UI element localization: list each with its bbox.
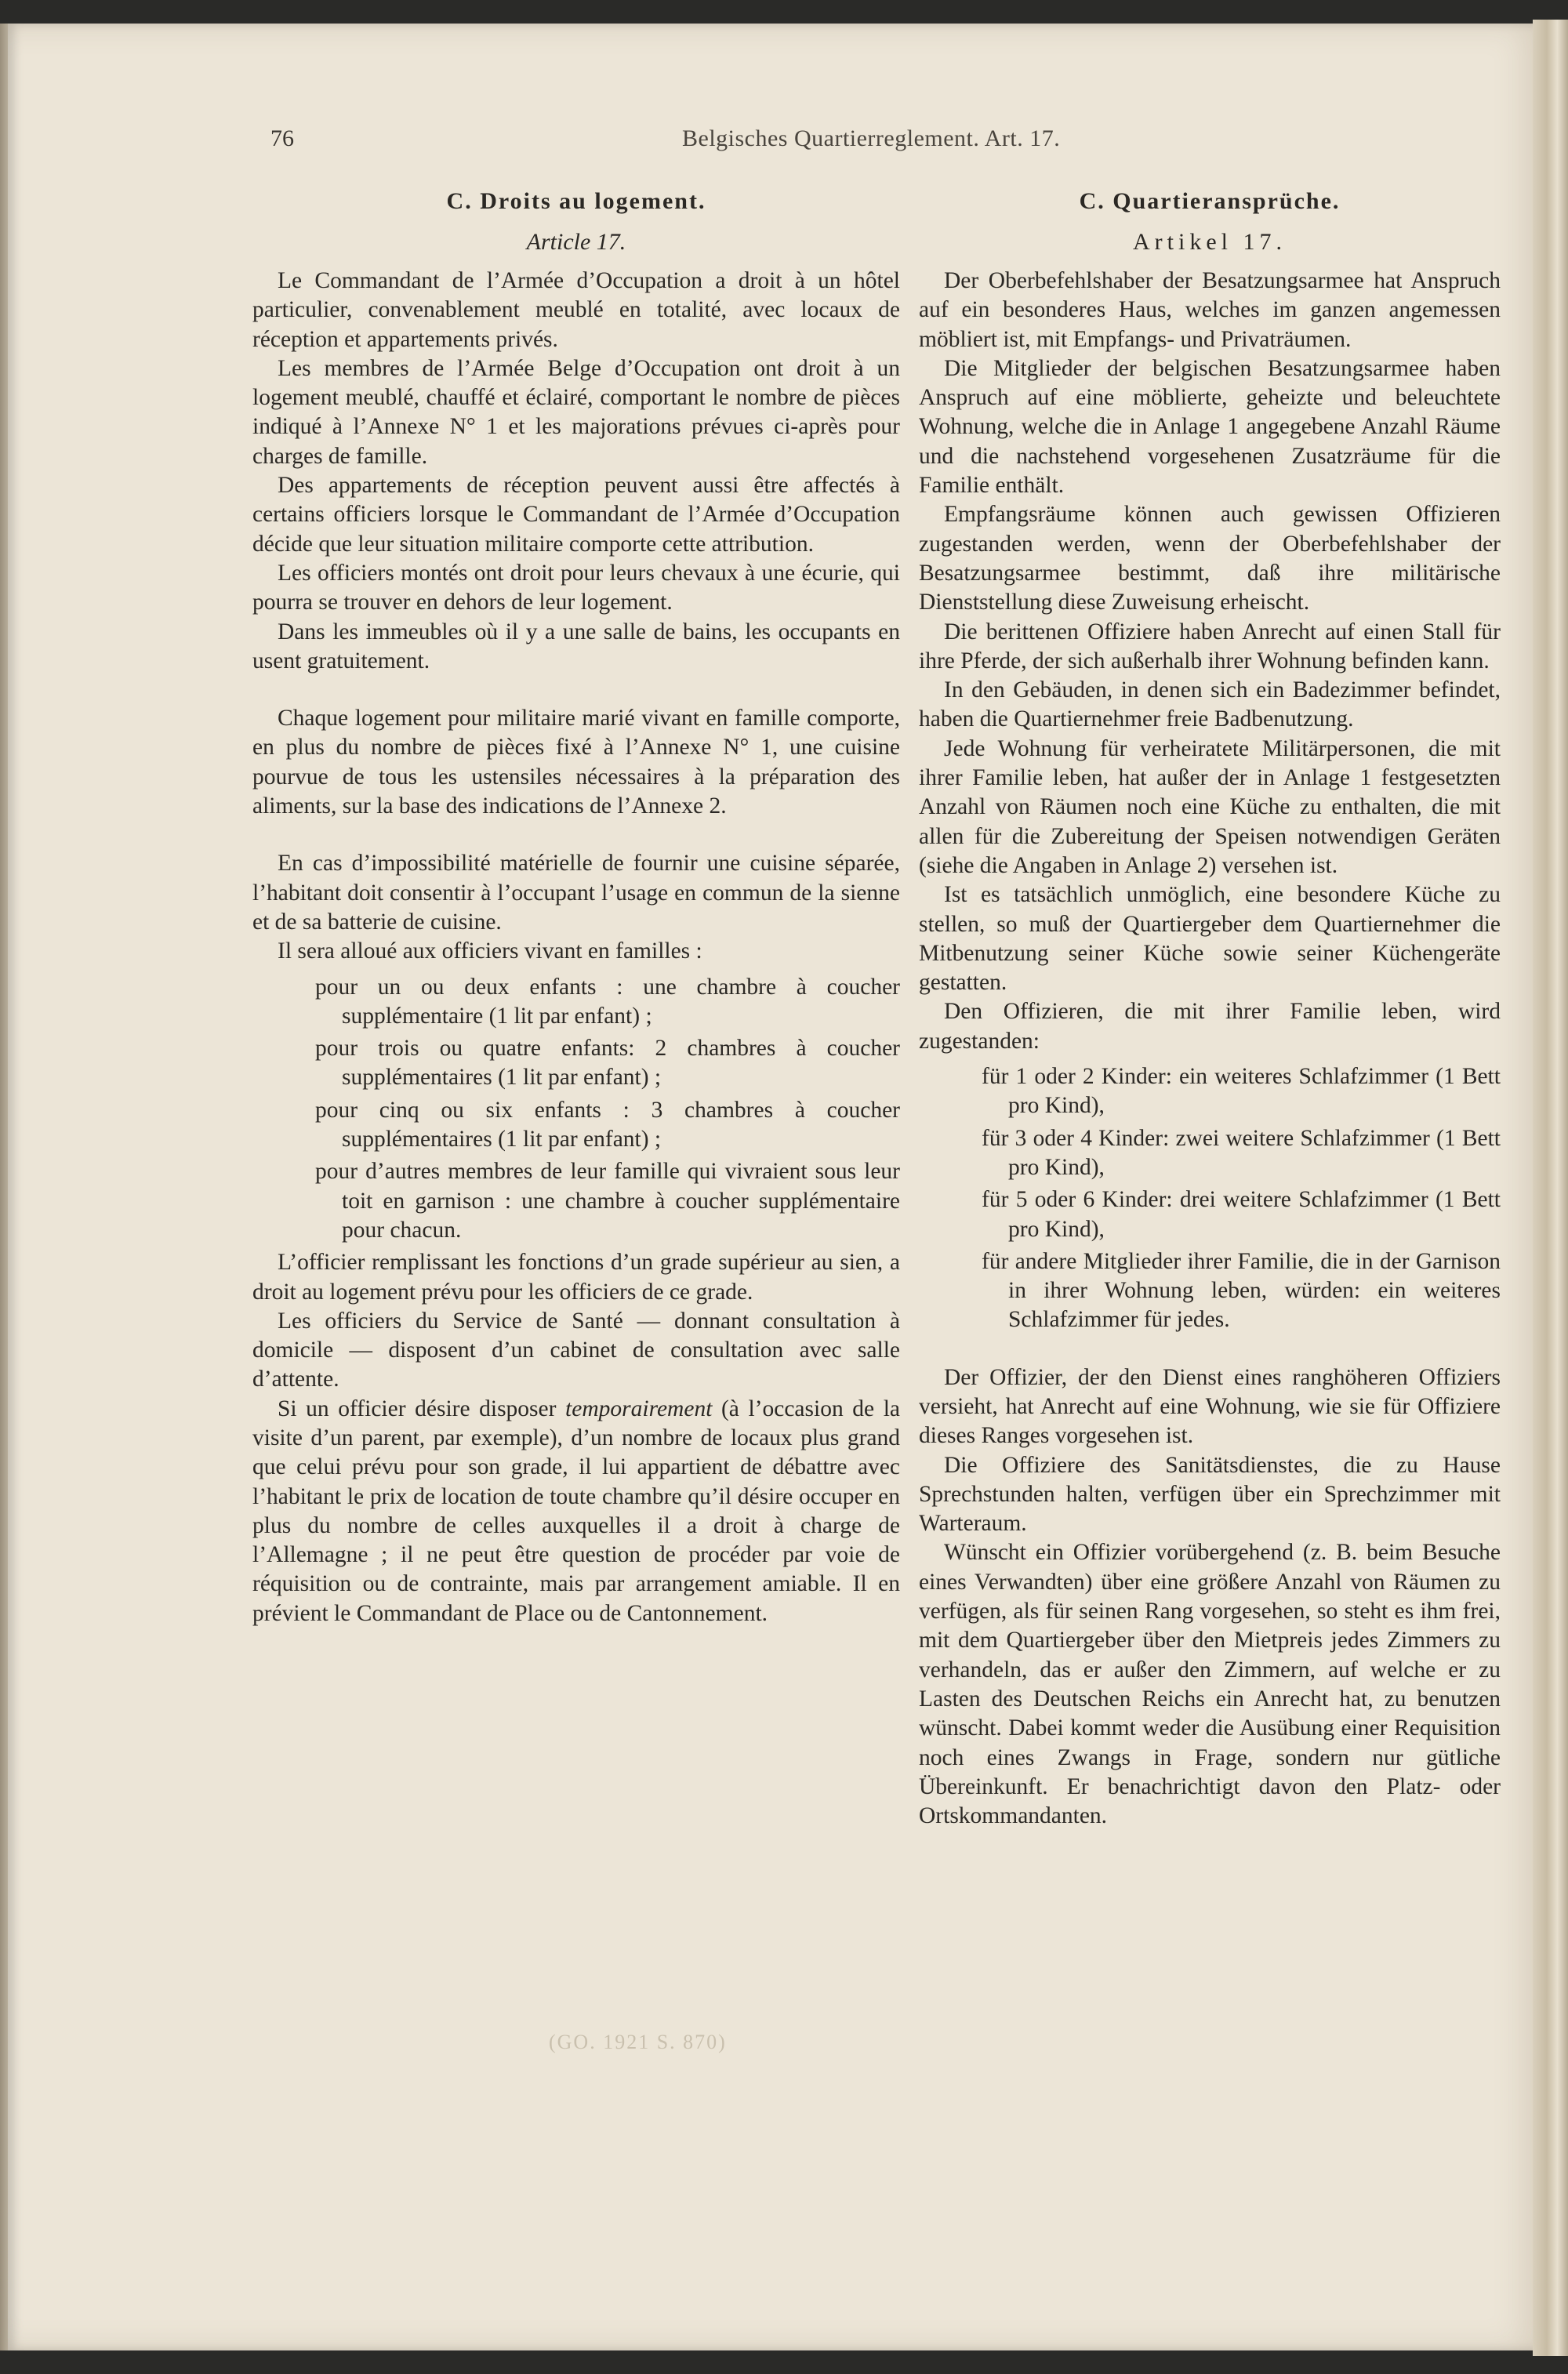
french-paragraph: Dans les immeubles où il y a une salle de bains, les occupants en usent gratuitement. — [252, 619, 900, 673]
french-list-item: pour cinq ou six enfants : 3 chambres à coucher supplémentaires (1 lit par enfant) ; — [315, 1097, 900, 1153]
german-section-title: C. Quartieransprüche. — [1079, 188, 1341, 214]
german-paragraph: Empfangsräume können auch gewissen Offizieren zugestanden werden, wenn der Oberbefehlshaber der Besatzungsarmee bestimmt, daß ihre militärische Dienststellung diese Zuweisung erheischt. — [919, 502, 1501, 615]
french-paragraph: Des appartements de réception peuvent aussi être affectés à certains officiers lorsque le Commandant de l’Armée d’Occupation décide que leur situation militaire comporte cette attribution. — [252, 473, 900, 557]
french-section-title: C. Droits au logement. — [446, 188, 706, 214]
german-list-item: für 3 oder 4 Kinder: zwei weitere Schlafzimmer (1 Bett pro Kind), — [982, 1125, 1501, 1180]
german-list-item: für 1 oder 2 Kinder: ein weiteres Schlafzimmer (1 Bett pro Kind), — [982, 1064, 1501, 1119]
french-paragraph-last — [252, 1395, 900, 1628]
french-last-italic: temporairement — [565, 1396, 713, 1421]
german-paragraph: Die berittenen Offiziere haben Anrecht auf einen Stall für ihre Pferde, der sich außerhalb ihrer Wohnung befinden kann. — [919, 619, 1501, 673]
french-list-item: pour trois ou quatre enfants: 2 chambres à coucher supplémentaires (1 lit par enfant) ; — [315, 1036, 900, 1091]
french-last-before: Si un officier désire disposer — [278, 1396, 566, 1421]
german-paragraph: Der Oberbefehlshaber der Besatzungsarmee hat Anspruch auf ein besonderes Haus, welches im ganzen angemessen möbliert ist, mit Empfangs- und Privaträumen. — [919, 268, 1501, 352]
french-article-title: Article 17. — [526, 229, 626, 255]
german-paragraph: In den Gebäuden, in denen sich ein Badezimmer befindet, haben die Quartiernehmer freie Badbenutzung. — [919, 677, 1501, 732]
page-number: 76 — [270, 125, 294, 151]
german-paragraph: Der Offizier, der den Dienst eines ranghöheren Offiziers versieht, hat Anrecht auf eine Wohnung, wie sie für Offiziere dieses Ranges vorgesehen ist. — [919, 1364, 1501, 1449]
german-paragraph: Ist es tatsächlich unmöglich, eine besondere Küche zu stellen, so muß der Quartiergeber dem Quartiernehmer die Mitbenutzung seiner Küche sowie seiner Küchengeräte gestatten. — [919, 882, 1501, 996]
french-paragraph: Il sera alloué aux officiers vivant en familles : — [278, 938, 702, 964]
french-list-item: pour d’autres membres de leur famille qui vivraient sous leur toit en garnison : une chambre à coucher supplémentaire pour chacun. — [315, 1159, 900, 1243]
german-paragraph: Wünscht ein Offizier vorübergehend (z. B. beim Besuche eines Verwandten) über eine größere Anzahl von Räumen zu verfügen, als für seinen Rang vorgesehen, so steht es ihm frei, mit dem Quartiergeber über den Mietpreis jedes Zimmers zu verhandeln, das er außer den Zimmern, auf welche er zu Lasten des Deutschen Reichs ein Anrecht hat, zu benutzen wünscht. Dabei kommt weder die Ausübung einer Requisition noch eines Zwangs in Frage, sondern nur gütliche Übereinkunft. Er benachrichtigt davon den Platz- oder Ortskommandanten. — [919, 1540, 1501, 1829]
german-list-item: für andere Mitglieder ihrer Familie, die in der Garnison in ihrer Wohnung leben, würden: ein weiteres Schlafzimmer für jedes. — [982, 1248, 1501, 1333]
german-paragraph: Die Offiziere des Sanitätsdienstes, die zu Hause Sprechstunden halten, verfügen über ein Sprechzimmer mit Warteraum. — [919, 1452, 1501, 1537]
german-list — [919, 1062, 1501, 1335]
french-column — [252, 187, 900, 1628]
french-last-after: (à l’occasion de la visite d’un parent, par exemple), d’un nombre de locaux plus grand que celui prévu pour son grade, il lui appartient de débattre avec l’habitant le prix de location de toute chambre qu’il désire occuper en plus du nombre de celles auxquelles il a droit à charge de l’Allemagne ; il ne peut être question de procéder par voie de réquisition ou de contrainte, mais par arrangement amiable. Il en prévient le Commandant de Place ou de Cantonnement. — [252, 1396, 900, 1626]
french-paragraph: L’officier remplissant les fonctions d’un grade supérieur au sien, a droit au logement prévu pour les officiers de ce grade. — [252, 1250, 900, 1305]
german-article-title: Artikel 17. — [1133, 229, 1287, 255]
show-through-text: (GO. 1921 S. 870) — [549, 2031, 727, 2053]
french-list — [252, 973, 900, 1246]
french-paragraph: Chaque logement pour militaire marié vivant en famille comporte, en plus du nombre de pièces fixé à l’Annexe N° 1, une cuisine pourvue de tous les ustensiles nécessaires à la préparation des aliments, sur la base des indications de l’Annexe 2. — [252, 706, 900, 819]
french-paragraph: Les officiers du Service de Santé — donnant consultation à domicile — disposent d’un cabinet de consultation avec salle d’attente. — [252, 1308, 900, 1392]
page-edge — [1533, 20, 1568, 2356]
french-paragraph: Les officiers montés ont droit pour leurs chevaux à une écurie, qui pourra se trouver en dehors de leur logement. — [252, 560, 900, 615]
running-head: Belgisches Quartierreglement. Art. 17. — [682, 125, 1061, 151]
french-list-item: pour un ou deux enfants : une chambre à coucher supplémentaire (1 lit par enfant) ; — [315, 974, 900, 1029]
german-paragraph: Den Offizieren, die mit ihrer Familie leben, wird zugestanden: — [919, 999, 1501, 1054]
german-list-item: für 5 oder 6 Kinder: drei weitere Schlafzimmer (1 Bett pro Kind), — [982, 1187, 1501, 1242]
german-paragraph: Jede Wohnung für verheiratete Militärpersonen, die mit ihrer Familie leben, hat außer der in Anlage 1 festgesetzten Anzahl von Räumen noch eine Küche zu enthalten, die mit allen für die Zubereitung der Speisen notwendigen Geräten (siehe die Angaben in Anlage 2) versehen ist. — [919, 735, 1501, 878]
page-header — [270, 125, 1494, 165]
french-paragraph: Le Commandant de l’Armée d’Occupation a droit à un hôtel particulier, convenablement meublé en totalité, avec locaux de réception et appartements privés. — [252, 268, 900, 352]
german-paragraph: Die Mitglieder der belgischen Besatzungsarmee haben Anspruch auf eine möblierte, geheizte und beleuchtete Wohnung, welche die in Anlage 1 angegebene Anzahl Räume und die nachstehend vorgesehenen Zusatzräume für die Familie enthält. — [919, 355, 1501, 499]
german-column — [919, 187, 1501, 1831]
french-paragraph: Les membres de l’Armée Belge d’Occupation ont droit à un logement meublé, chauffé et éclairé, comportant le nombre de pièces indiqué à l’Annexe N° 1 et les majorations prévues ci-après pour charges de famille. — [252, 355, 900, 469]
french-paragraph: En cas d’impossibilité matérielle de fournir une cuisine séparée, l’habitant doit consentir à l’occupant l’usage en commun de la sienne et de sa batterie de cuisine. — [252, 851, 900, 935]
